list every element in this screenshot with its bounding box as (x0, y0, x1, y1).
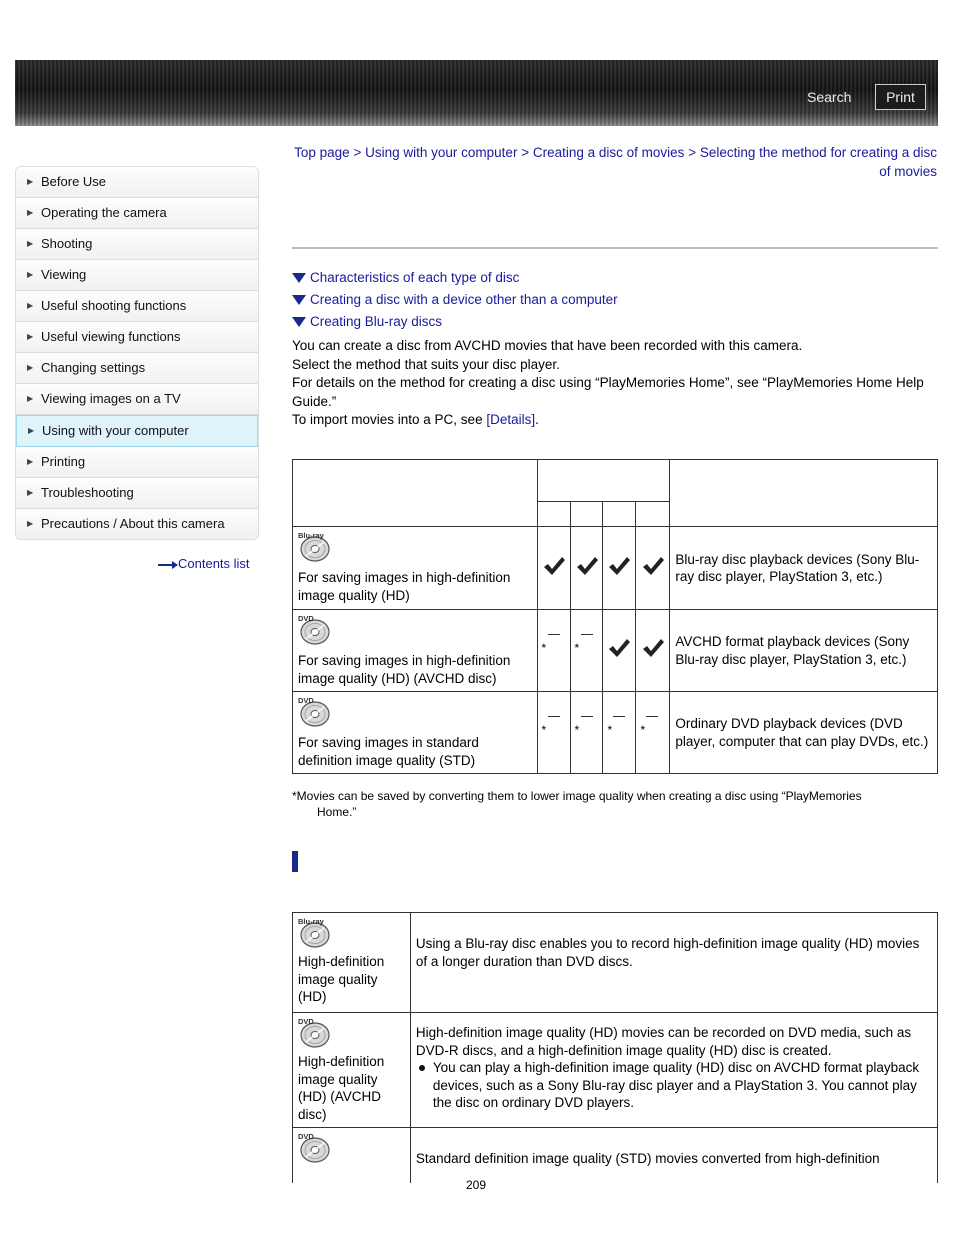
intro-text (292, 337, 932, 430)
sidebar-item-useful-shooting[interactable] (16, 291, 258, 322)
description-text: High-definition image quality (HD) movies can be recorded on DVD media, such as DVD-R discs, and a high-definition image quality (HD) disc is created. (415, 1025, 912, 1058)
player-text: Ordinary DVD playback devices (DVD player, computer that can play DVDs, etc.) (675, 716, 929, 749)
anchor-label: Creating a disc with a device other than a computer (310, 292, 618, 307)
table-header-cell (293, 460, 538, 527)
table-header-cell (636, 502, 670, 527)
disc-method-table (292, 459, 938, 774)
player-cell (670, 692, 938, 774)
page-number: 209 (466, 1178, 487, 1192)
sidebar-item-precautions[interactable] (16, 509, 258, 539)
sidebar-item-changing-settings[interactable] (16, 353, 258, 384)
dash-cell (537, 610, 570, 692)
disc-type-cell (293, 1128, 411, 1183)
blu-ray-disc-icon (297, 915, 331, 949)
contents-list-link[interactable] (158, 556, 250, 571)
arrow-right-icon: ▶ (27, 488, 34, 497)
arrow-right-icon: ▶ (27, 394, 34, 403)
player-text: AVCHD format playback devices (Sony Blu-ray disc player, PlayStation 3, etc.) (675, 634, 910, 667)
player-text: Blu-ray disc playback devices (Sony Blu-ray disc player, PlayStation 3, etc.) (675, 551, 920, 584)
check-icon (641, 637, 665, 659)
dvd-disc-icon (297, 612, 331, 646)
sidebar-item-label: Useful viewing functions (41, 329, 181, 344)
sidebar-item-useful-viewing[interactable] (16, 322, 258, 353)
dash-cell (603, 692, 636, 774)
description-block (411, 1013, 937, 1117)
sidebar-item-label: Troubleshooting (41, 485, 134, 500)
player-cell (670, 610, 938, 692)
description-cell (410, 1013, 937, 1128)
triangle-down-icon (292, 295, 306, 305)
table-row (293, 1128, 938, 1183)
dash-cell (570, 692, 603, 774)
table-header-cell (670, 460, 938, 527)
sidebar-nav (15, 166, 259, 540)
anchor-label: Characteristics of each type of disc (310, 270, 520, 285)
triangle-down-icon (292, 273, 306, 283)
sidebar-item-label: Changing settings (41, 360, 146, 375)
sidebar-item-label: Viewing (41, 267, 87, 282)
table-header-cell (570, 502, 603, 527)
table-header-cell (537, 460, 670, 502)
anchor-characteristics[interactable] (292, 270, 519, 285)
footnote-star: * (541, 723, 547, 737)
arrow-right-icon: ▶ (28, 426, 35, 435)
anchor-blu-ray[interactable] (292, 314, 442, 329)
check-icon (641, 555, 665, 577)
sidebar-item-label: Printing (41, 454, 86, 469)
disc-purpose-text: For saving images in high-definition image quality (HD) (298, 570, 511, 603)
dash-icon (613, 716, 625, 717)
intro-text-span: . (535, 412, 539, 427)
check-icon (575, 555, 599, 577)
description-text: Standard definition image quality (STD) movies converted from high-definition (415, 1151, 880, 1166)
footnote-star: * (541, 641, 547, 655)
arrow-right-icon (158, 561, 178, 569)
intro-line: For details on the method for creating a disc using “PlayMemories Home”, see “PlayMemories Home Help Guide.” (292, 375, 924, 409)
svg-text:DVD: DVD (298, 614, 314, 623)
sidebar-item-shooting[interactable] (16, 229, 258, 260)
disc-type-cell (293, 913, 411, 1013)
sidebar-item-label: Before Use (41, 174, 107, 189)
table-row (293, 527, 938, 610)
disc-purpose-text: For saving images in standard definition image quality (STD) (298, 735, 479, 768)
table-row (293, 1013, 938, 1128)
arrow-right-icon: ▶ (27, 363, 34, 372)
table-header-cell (537, 502, 570, 527)
sidebar-item-label: Using with your computer (42, 423, 189, 438)
check-icon (542, 555, 566, 577)
disc-purpose-text: For saving images in high-definition image quality (HD) (AVCHD disc) (298, 653, 511, 686)
breadcrumb-using-computer[interactable]: Using with your computer (365, 145, 518, 160)
svg-text:DVD: DVD (298, 1017, 314, 1026)
check-cell (603, 527, 636, 610)
footnote-star: * (574, 723, 580, 737)
footnote (292, 788, 932, 820)
arrow-right-icon: ▶ (27, 301, 34, 310)
sidebar-item-using-computer[interactable] (16, 415, 258, 447)
breadcrumb (292, 143, 937, 181)
sidebar-item-viewing-tv[interactable] (16, 384, 258, 415)
footnote-line: Home.” (317, 805, 357, 819)
dvd-disc-icon (297, 1130, 331, 1164)
disc-type-cell (293, 610, 538, 692)
arrow-right-icon: ▶ (27, 270, 34, 279)
disc-type-cell (293, 692, 538, 774)
sidebar-item-troubleshooting[interactable] (16, 478, 258, 509)
disc-quality-title: High-definition image quality (HD) (298, 954, 385, 1004)
triangle-down-icon (292, 317, 306, 327)
table-row (293, 913, 938, 1013)
intro-line: Select the method that suits your disc player. (292, 356, 560, 372)
sidebar-item-label: Precautions / About this camera (41, 516, 225, 531)
check-icon (607, 555, 631, 577)
arrow-right-icon: ▶ (27, 177, 34, 186)
intro-text-span: To import movies into a PC, see (292, 412, 487, 427)
sidebar-item-label: Useful shooting functions (41, 298, 187, 313)
breadcrumb-creating-disc[interactable]: Creating a disc of movies (532, 145, 685, 160)
intro-line: You can create a disc from AVCHD movies that have been recorded with this camera. (292, 338, 803, 353)
footnote-star: * (574, 641, 580, 655)
player-cell (670, 527, 938, 610)
arrow-right-icon: ▶ (27, 332, 34, 341)
print-button[interactable]: Print (875, 84, 926, 110)
table-header-cell (603, 502, 636, 527)
dash-icon (646, 716, 658, 717)
dash-icon (581, 634, 593, 635)
footnote-star: * (607, 723, 613, 737)
sidebar-item-label: Shooting (41, 236, 93, 251)
dvd-disc-icon (297, 694, 331, 728)
disc-characteristics-table (292, 912, 938, 1183)
check-cell (537, 527, 570, 610)
breadcrumb-separator: > (521, 145, 530, 160)
details-link[interactable]: [Details] (486, 412, 536, 427)
check-cell (603, 610, 636, 692)
dash-cell (570, 610, 603, 692)
arrow-right-icon: ▶ (27, 208, 34, 217)
check-cell (570, 527, 603, 610)
check-cell (636, 527, 670, 610)
description-cell (410, 913, 937, 1013)
svg-text:Blu-ray: Blu-ray (298, 917, 324, 926)
search-link[interactable]: Search (807, 89, 852, 105)
description-text: Using a Blu-ray disc enables you to record high-definition image quality (HD) movies of a longer duration than DVD discs. (415, 936, 920, 969)
breadcrumb-top-page[interactable]: Top page (294, 145, 350, 160)
dash-icon (548, 716, 560, 717)
dvd-disc-icon (297, 1015, 331, 1049)
section-heading-bar (292, 851, 298, 872)
blu-ray-disc-icon (297, 529, 331, 563)
divider (292, 247, 938, 249)
sidebar-item-before-use[interactable] (16, 167, 258, 198)
anchor-label: Creating Blu-ray discs (310, 314, 443, 329)
svg-text:Blu-ray: Blu-ray (298, 531, 324, 540)
bullet-item: You can play a high-definition image quality (HD) disc on AVCHD format playback devices, such as a Sony Blu-ray disc player and a PlayStation 3. You cannot play the disc on ordinary DVD players. (416, 1059, 932, 1112)
check-cell (636, 610, 670, 692)
anchor-other-device[interactable] (292, 292, 618, 307)
breadcrumb-separator: > (688, 145, 697, 160)
breadcrumb-current-page[interactable]: Selecting the method for creating a disc of movies (699, 145, 937, 179)
check-icon (607, 637, 631, 659)
disc-quality-title: High-definition image quality (HD) (AVCHD disc) (298, 1054, 385, 1122)
table-row (293, 692, 938, 774)
breadcrumb-separator: > (353, 145, 362, 160)
disc-type-cell (293, 1013, 411, 1128)
arrow-right-icon: ▶ (27, 457, 34, 466)
sidebar-item-label: Viewing images on a TV (41, 391, 181, 406)
sidebar-item-operating[interactable] (16, 198, 258, 229)
intro-line (292, 411, 932, 430)
header-band (15, 60, 938, 126)
dash-cell (537, 692, 570, 774)
arrow-right-icon: ▶ (27, 519, 34, 528)
arrow-right-icon: ▶ (27, 239, 34, 248)
svg-text:DVD: DVD (298, 696, 314, 705)
sidebar-item-label: Operating the camera (41, 205, 167, 220)
dash-cell (636, 692, 670, 774)
footnote-star: * (640, 723, 646, 737)
footnote-line: *Movies can be saved by converting them to lower image quality when creating a disc using “PlayMemories (292, 789, 862, 803)
description-cell (410, 1128, 937, 1183)
contents-list-label: Contents list (178, 556, 250, 571)
sidebar-item-printing[interactable] (16, 447, 258, 478)
dash-icon (548, 634, 560, 635)
svg-text:DVD: DVD (298, 1132, 314, 1141)
table-row (293, 610, 938, 692)
dash-icon (581, 716, 593, 717)
sidebar-item-viewing[interactable] (16, 260, 258, 291)
disc-type-cell (293, 527, 538, 610)
